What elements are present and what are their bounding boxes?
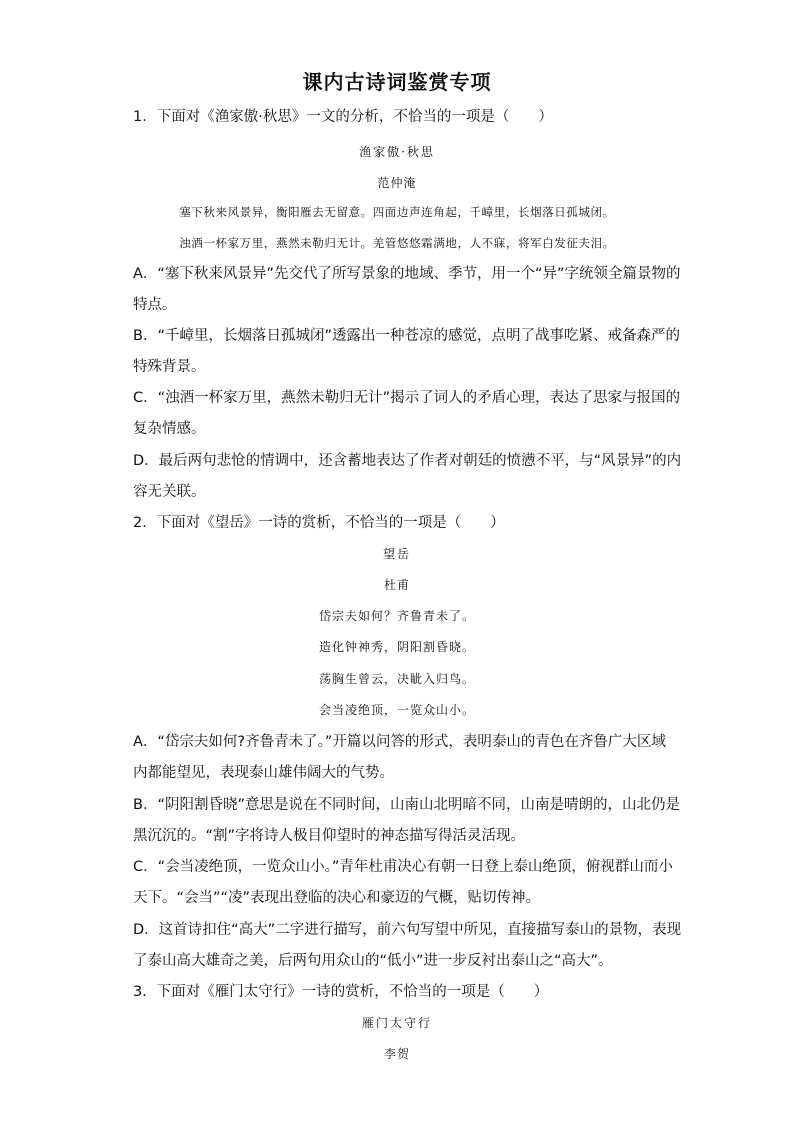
question-1-option-a: A．“塞下秋来风景异”先交代了所写景象的地域、季节，用一个“异”字统领全篇景物的 [133, 266, 681, 282]
question-1-option-c: C．“浊酒一杯家万里，燕然未勒归无计”揭示了词人的矛盾心理，表达了思家与报国的 [133, 390, 681, 406]
question-2-option-b-cont: 黑沉沉的。“割”字将诗人极目仰望时的神态描写得活灵活现。 [133, 828, 526, 844]
question-2-option-d-cont: 了泰山高大雄奇之美，后两句用众山的“低小”进一步反衬出泰山之“高大”。 [133, 953, 613, 969]
question-2-option-c-cont: 天下。“会当”“凌”表现出登临的决心和豪迈的气概，贴切传神。 [133, 890, 541, 906]
question-1-poem-author: 范仲淹 [377, 176, 417, 190]
question-2-option-c: C．“会当凌绝顶，一览众山小。”青年杜甫决心有朝一日登上泰山绝顶，俯视群山而小 [133, 859, 673, 875]
question-2-poem-line: 会当凌绝顶，一览众山小。 [318, 703, 475, 717]
question-1-stem: 1．下面对《渔家傲·秋思》一文的分析，不恰当的一项是（ ） [133, 109, 553, 125]
question-2-poem-line: 岱宗夫如何？齐鲁青未了。 [318, 609, 475, 623]
question-2-poem-title: 望岳 [382, 547, 411, 561]
question-1-option-d-cont: 容无关联。 [133, 484, 206, 500]
question-2-option-b: B．“阴阳割昏晓”意思是说在不同时间，山南山北明暗不同，山南是晴朗的，山北仍是 [133, 797, 680, 813]
question-1-poem-title: 渔家傲·秋思 [359, 145, 435, 159]
question-1-poem-line: 塞下秋来风景异，衡阳雁去无留意。四面边声连角起，千嶂里，长烟落日孤城闭。 [179, 205, 615, 219]
question-2-poem-line: 造化钟神秀，阴阳割昏晓。 [318, 640, 475, 654]
question-2-option-a-cont: 内都能望见，表现泰山雄伟阔大的气势。 [133, 765, 394, 781]
question-2-poem-line: 荡胸生曾云，决眦入归鸟。 [318, 672, 475, 686]
question-1-poem-line: 浊酒一杯家万里，燕然未勒归无计。羌管悠悠霜满地，人不寐，将军白发征夫泪。 [179, 236, 615, 250]
question-1-option-d: D．最后两句悲怆的情调中，还含蓄地表达了作者对朝廷的愤懑不平，与“风景异”的内 [133, 453, 682, 469]
question-3-poem-author: 李贺 [383, 1047, 410, 1061]
question-3-poem-title: 雁门太守行 [361, 1016, 432, 1030]
question-1-option-b-cont: 特殊背景。 [133, 359, 206, 375]
question-2-poem-author: 杜甫 [383, 578, 410, 592]
question-1-option-b: B．“千嶂里，长烟落日孤城闭”透露出一种苍凉的感觉，点明了战事吃紧、戒备森严的 [133, 328, 680, 344]
question-3-stem: 3．下面对《雁门太守行》一诗的赏析，不恰当的一项是（ ） [133, 984, 549, 1000]
question-1-option-a-cont: 特点。 [133, 297, 177, 313]
page-title: 课内古诗词鉴赏专项 [302, 70, 492, 94]
question-2-option-a: A．“岱宗夫如何?齐鲁青未了。”开篇以问答的形式，表明泰山的青色在齐鲁广大区域 [133, 734, 666, 750]
question-2-stem: 2．下面对《望岳》一诗的赏析，不恰当的一项是（ ） [133, 515, 505, 531]
question-1-option-c-cont: 复杂情感。 [133, 421, 206, 437]
question-2-option-d: D．这首诗扣住“高大”二字进行描写，前六句写望中所见，直接描写泰山的景物，表现 [133, 922, 682, 938]
